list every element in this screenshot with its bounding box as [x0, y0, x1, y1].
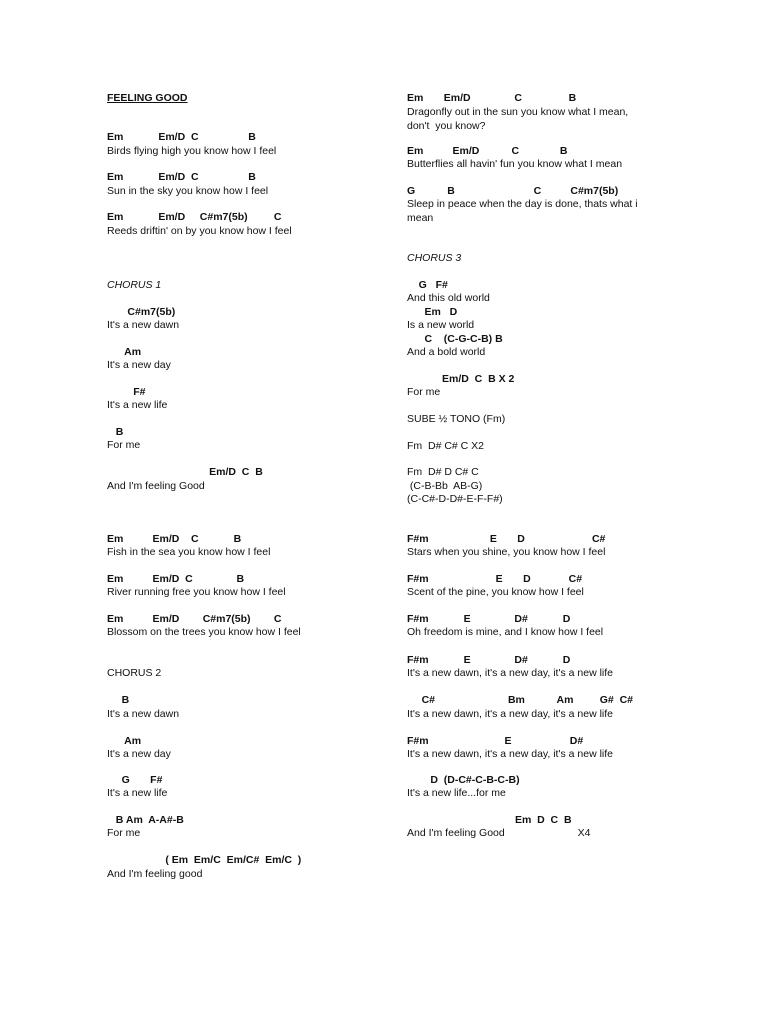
progression-block: Fm D# D C# C (C-B-Bb AB-G) (C-C#-D-D#-E-F-F#) [407, 466, 503, 505]
lyric-line: For me [107, 439, 141, 451]
chord-line: C# Bm Am G# C# [407, 694, 633, 706]
chord-line: F#m E D# D [407, 654, 571, 666]
chord-line: Em Em/D C#m7(5b) C [107, 211, 282, 223]
song-title: FEELING GOOD [107, 92, 188, 104]
chord-line: ( Em Em/C Em/C# Em/C ) [107, 854, 302, 866]
chorus-label: CHORUS 2 [107, 667, 162, 679]
lyric-line: Stars when you shine, you know how I feel [407, 546, 606, 558]
lyric-line: Is a new world [407, 319, 475, 331]
chord-line: F#m E D# D [407, 613, 571, 625]
lyric-line: River running free you know how I feel [107, 586, 286, 598]
chord-line: Em Em/D C B [107, 131, 256, 143]
chord-line: F# [107, 386, 146, 398]
chord-line: D (D-C#-C-B-C-B) [407, 774, 520, 786]
chord-line: Em/D C B X 2 [407, 373, 515, 385]
chord-line: G B C C#m7(5b) [407, 185, 619, 197]
chorus-label: CHORUS 3 [407, 252, 462, 264]
chord-line: F#m E D C# [407, 573, 583, 585]
lyric-line: For me [407, 386, 441, 398]
lyric-line: And this old world [407, 292, 490, 304]
lyric-line: Scent of the pine, you know how I feel [407, 586, 584, 598]
lyric-line: It's a new dawn [107, 708, 180, 720]
lyric-line: It's a new life...for me [407, 787, 506, 799]
chord-line: Em Em/D C B [407, 92, 577, 104]
progression-line: Fm D# C# C X2 [407, 440, 485, 452]
lyric-line: It's a new dawn, it's a new day, it's a new life [407, 748, 614, 760]
chord-line: G F# [407, 279, 448, 291]
chord-line: Am [107, 346, 142, 358]
chord-line: Em Em/D C#m7(5b) C [107, 613, 282, 625]
chorus-label: CHORUS 1 [107, 279, 162, 291]
chord-line: B Am A-A#-B [107, 814, 184, 826]
chord-line: B [107, 426, 124, 438]
lyric-line: It's a new life [107, 787, 168, 799]
chord-line: Am [107, 735, 142, 747]
lyric-line: Reeds driftin' on by you know how I feel [107, 225, 292, 237]
lyric-line: Fish in the sea you know how I feel [107, 546, 271, 558]
lyric-line: Oh freedom is mine, and I know how I feel [407, 626, 604, 638]
chord-line: Em D [407, 306, 458, 318]
chord-line: C#m7(5b) [107, 306, 176, 318]
key-change-note: SUBE ½ TONO (Fm) [407, 413, 506, 425]
lyric-line: Blossom on the trees you know how I feel [107, 626, 301, 638]
lyric-line: And I'm feeling good [107, 868, 203, 880]
lyric-line: It's a new dawn [107, 319, 180, 331]
lyric-line: Sun in the sky you know how I feel [107, 185, 269, 197]
chord-line: G F# [107, 774, 163, 786]
lyric-line: Dragonfly out in the sun you know what I mean, don't you know? [407, 106, 629, 132]
chord-line: B [107, 694, 130, 706]
chord-line: Em Em/D C B [407, 145, 568, 157]
lyric-line: And I'm feeling Good [107, 480, 205, 492]
chord-line: Em Em/D C B [107, 171, 256, 183]
lyric-line: It's a new life [107, 399, 168, 411]
lyric-line: Sleep in peace when the day is done, thats what i mean [407, 198, 638, 224]
lyric-line: Butterflies all havin' fun you know what I mean [407, 158, 623, 170]
lyric-line: Birds flying high you know how I feel [107, 145, 277, 157]
lyric-line: And a bold world [407, 346, 486, 358]
lyric-line: It's a new day [107, 359, 171, 371]
lyric-line: It's a new dawn, it's a new day, it's a new life [407, 667, 614, 679]
lyric-line: It's a new day [107, 748, 171, 760]
lyric-line: And I'm feeling Good X4 [407, 827, 591, 839]
chord-line: Em Em/D C B [107, 533, 242, 545]
chord-line: Em/D C B [107, 466, 263, 478]
chord-line: Em D C B [407, 814, 572, 826]
chord-line: F#m E D C# [407, 533, 606, 545]
chord-line: C (C-G-C-B) B [407, 333, 503, 345]
chord-line: F#m E D# [407, 735, 584, 747]
lyric-line: It's a new dawn, it's a new day, it's a new life [407, 708, 614, 720]
lyric-line: For me [107, 827, 141, 839]
chord-line: Em Em/D C B [107, 573, 245, 585]
